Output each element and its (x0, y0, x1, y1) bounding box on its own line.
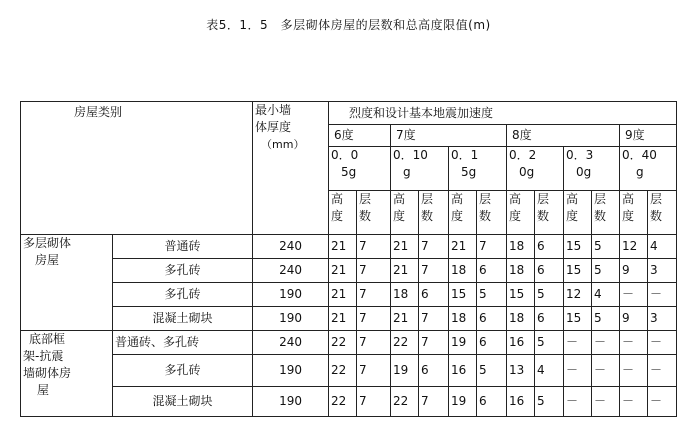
table-cell: 5 (592, 259, 620, 283)
cell-text: 多层砌体 (23, 236, 72, 250)
cell-text: 度 (451, 209, 464, 223)
table-cell: － (620, 283, 648, 307)
cell-text: 数 (537, 209, 550, 223)
header-thickness-line2: 体厚度 (255, 120, 292, 134)
table-cell: 7 (357, 387, 391, 417)
table-cell: 7 (357, 307, 391, 331)
header-accel-1-b: 5g (341, 165, 357, 179)
cell-text: 层 (594, 192, 607, 206)
table-cell: 15 (449, 283, 477, 307)
row-type: 混凝土砌块 (113, 387, 253, 417)
table-cell: 3 (648, 307, 677, 331)
table-cell: 6 (477, 331, 507, 355)
header-accel-6 (620, 147, 677, 191)
table-cell: 9 (620, 259, 648, 283)
table-cell: － (564, 355, 592, 387)
table-cell: 21 (391, 235, 419, 259)
table-cell: 5 (592, 235, 620, 259)
table-cell: 3 (648, 259, 677, 283)
header-category-label: 房屋类别 (74, 105, 123, 119)
cell-text: 层 (479, 192, 492, 206)
table-cell: 15 (564, 259, 592, 283)
header-accel-1 (329, 147, 391, 191)
table-cell: 18 (449, 307, 477, 331)
row-thickness: 190 (253, 387, 329, 417)
table-cell: 21 (391, 307, 419, 331)
table-row (21, 387, 677, 417)
header-intensity: 烈度和设计基本地震加速度 (329, 102, 677, 125)
table-cell: － (592, 387, 620, 417)
header-accel-6-b: g (636, 165, 644, 179)
row-type: 混凝土砌块 (113, 307, 253, 331)
header-accel-1-a: 0．0 (331, 148, 359, 162)
table-cell: 22 (329, 331, 357, 355)
cell-text: 层 (421, 192, 434, 206)
cell-text: 架-抗震 (23, 349, 64, 363)
header-height (449, 191, 477, 235)
header-height (329, 191, 357, 235)
table-cell: － (648, 387, 677, 417)
table-cell: 7 (419, 307, 449, 331)
cell-text: 高 (622, 192, 635, 206)
table-cell: 21 (329, 307, 357, 331)
header-accel-4-b: 0g (519, 165, 535, 179)
header-height (391, 191, 419, 235)
table-cell: － (620, 331, 648, 355)
header-height (620, 191, 648, 235)
table-cell: 13 (507, 355, 535, 387)
table-cell: 6 (535, 307, 564, 331)
cell-text: 数 (421, 209, 434, 223)
table-cell: 5 (477, 355, 507, 387)
header-accel-5 (564, 147, 620, 191)
table-cell: 21 (329, 259, 357, 283)
cell-text: 数 (594, 209, 607, 223)
table-cell: 18 (391, 283, 419, 307)
cell-text: 房屋 (35, 253, 60, 267)
cell-text: 高 (331, 192, 344, 206)
table-cell: 5 (535, 331, 564, 355)
row-thickness: 240 (253, 235, 329, 259)
table-cell: 9 (620, 307, 648, 331)
table-cell: － (620, 355, 648, 387)
table-cell: 16 (507, 331, 535, 355)
table-cell: 12 (564, 283, 592, 307)
header-floors (357, 191, 391, 235)
table-row (21, 259, 677, 283)
table-cell: － (620, 387, 648, 417)
table-cell: 4 (535, 355, 564, 387)
table-cell: 18 (449, 259, 477, 283)
cell-text: 墙砌体房 (23, 366, 72, 380)
header-degree-9: 9度 (620, 125, 677, 147)
row-thickness: 240 (253, 259, 329, 283)
table-cell: 7 (357, 355, 391, 387)
header-accel-5-b: 0g (576, 165, 592, 179)
table-cell: 7 (357, 259, 391, 283)
table-cell: 6 (535, 259, 564, 283)
table-cell: 16 (507, 387, 535, 417)
table-cell: 6 (477, 259, 507, 283)
table-cell: 7 (357, 235, 391, 259)
table-cell: 15 (564, 307, 592, 331)
table-cell: 18 (507, 307, 535, 331)
header-accel-3-b: 5g (461, 165, 477, 179)
table-cell: 4 (648, 235, 677, 259)
table-cell: 5 (477, 283, 507, 307)
table-row (21, 355, 677, 387)
header-height (507, 191, 535, 235)
table-cell: 16 (449, 355, 477, 387)
table-cell: 22 (329, 355, 357, 387)
table-cell: 22 (391, 387, 419, 417)
table-cell: 7 (419, 235, 449, 259)
row-type: 多孔砖 (113, 259, 253, 283)
header-floors (477, 191, 507, 235)
cell-text: 高 (451, 192, 464, 206)
table-cell: 5 (535, 387, 564, 417)
header-floors (419, 191, 449, 235)
row-type: 普通砖 (113, 235, 253, 259)
table-cell: 6 (419, 283, 449, 307)
table-cell: 6 (419, 355, 449, 387)
table-cell: 21 (329, 283, 357, 307)
header-accel-4-a: 0．2 (509, 148, 537, 162)
header-accel-2-b: g (403, 165, 411, 179)
table-cell: 21 (329, 235, 357, 259)
header-accel-4 (507, 147, 564, 191)
row-thickness: 190 (253, 307, 329, 331)
table-cell: 5 (592, 307, 620, 331)
row-thickness: 190 (253, 355, 329, 387)
table-cell: 18 (507, 259, 535, 283)
table-cell: 6 (535, 235, 564, 259)
table-cell: － (592, 355, 620, 387)
header-floors (648, 191, 677, 235)
table-cell: 19 (391, 355, 419, 387)
table-cell: 18 (507, 235, 535, 259)
row-thickness: 240 (253, 331, 329, 355)
header-accel-5-a: 0．3 (566, 148, 594, 162)
header-category (21, 102, 253, 235)
header-accel-3 (449, 147, 507, 191)
limits-table (20, 101, 677, 417)
table-cell: 19 (449, 387, 477, 417)
cell-text: 数 (479, 209, 492, 223)
table-cell: 7 (357, 331, 391, 355)
table-cell: 7 (419, 387, 449, 417)
table-cell: 21 (391, 259, 419, 283)
header-accel-6-a: 0．40 (622, 148, 657, 162)
table-cell: － (648, 331, 677, 355)
table-cell: 5 (535, 283, 564, 307)
table-cell: 4 (592, 283, 620, 307)
table-cell: 22 (391, 331, 419, 355)
header-accel-3-a: 0．1 (451, 148, 479, 162)
cell-text: 屋 (37, 383, 50, 397)
row-thickness: 190 (253, 283, 329, 307)
table-row (21, 235, 677, 259)
cell-text: 高 (509, 192, 522, 206)
header-accel-2 (391, 147, 449, 191)
header-thickness-unit: （mm） (261, 138, 305, 151)
row-type: 多孔砖 (113, 355, 253, 387)
table-row (21, 307, 677, 331)
table-cell: 15 (507, 283, 535, 307)
table-cell: 7 (419, 331, 449, 355)
table-cell: 22 (329, 387, 357, 417)
table-cell: － (564, 331, 592, 355)
header-degree-6: 6度 (329, 125, 391, 147)
table-cell: － (648, 355, 677, 387)
header-degree-8: 8度 (507, 125, 620, 147)
cell-text: 数 (359, 209, 372, 223)
table-cell: 7 (419, 259, 449, 283)
table-row (21, 331, 677, 355)
table-row (21, 283, 677, 307)
table-cell: 21 (449, 235, 477, 259)
group-name-masonry (21, 235, 113, 331)
table-cell: － (592, 331, 620, 355)
header-floors (592, 191, 620, 235)
row-type: 多孔砖 (113, 283, 253, 307)
cell-text: 度 (393, 209, 406, 223)
table-cell: 12 (620, 235, 648, 259)
cell-text: 高 (393, 192, 406, 206)
table-cell: 19 (449, 331, 477, 355)
table-cell: 7 (357, 283, 391, 307)
cell-text: 度 (509, 209, 522, 223)
header-thickness-line1: 最小墙 (255, 103, 292, 117)
cell-text: 度 (566, 209, 579, 223)
row-type: 普通砖、多孔砖 (113, 331, 253, 355)
cell-text: 数 (650, 209, 663, 223)
table-cell: － (648, 283, 677, 307)
table-cell: － (564, 387, 592, 417)
table-cell: 15 (564, 235, 592, 259)
cell-text: 底部框 (29, 332, 66, 346)
cell-text: 层 (359, 192, 372, 206)
cell-text: 度 (622, 209, 635, 223)
table-title: 表5．1．5 多层砌体房屋的层数和总高度限值(m) (206, 18, 491, 32)
header-floors (535, 191, 564, 235)
header-thickness (253, 102, 329, 235)
header-height (564, 191, 592, 235)
table-cell: 6 (477, 307, 507, 331)
cell-text: 层 (537, 192, 550, 206)
group-name-frame (21, 331, 113, 417)
header-accel-2-a: 0．10 (393, 148, 428, 162)
cell-text: 高 (566, 192, 579, 206)
table-cell: 6 (477, 387, 507, 417)
table-cell: 7 (477, 235, 507, 259)
cell-text: 度 (331, 209, 344, 223)
cell-text: 层 (650, 192, 663, 206)
header-degree-7: 7度 (391, 125, 507, 147)
